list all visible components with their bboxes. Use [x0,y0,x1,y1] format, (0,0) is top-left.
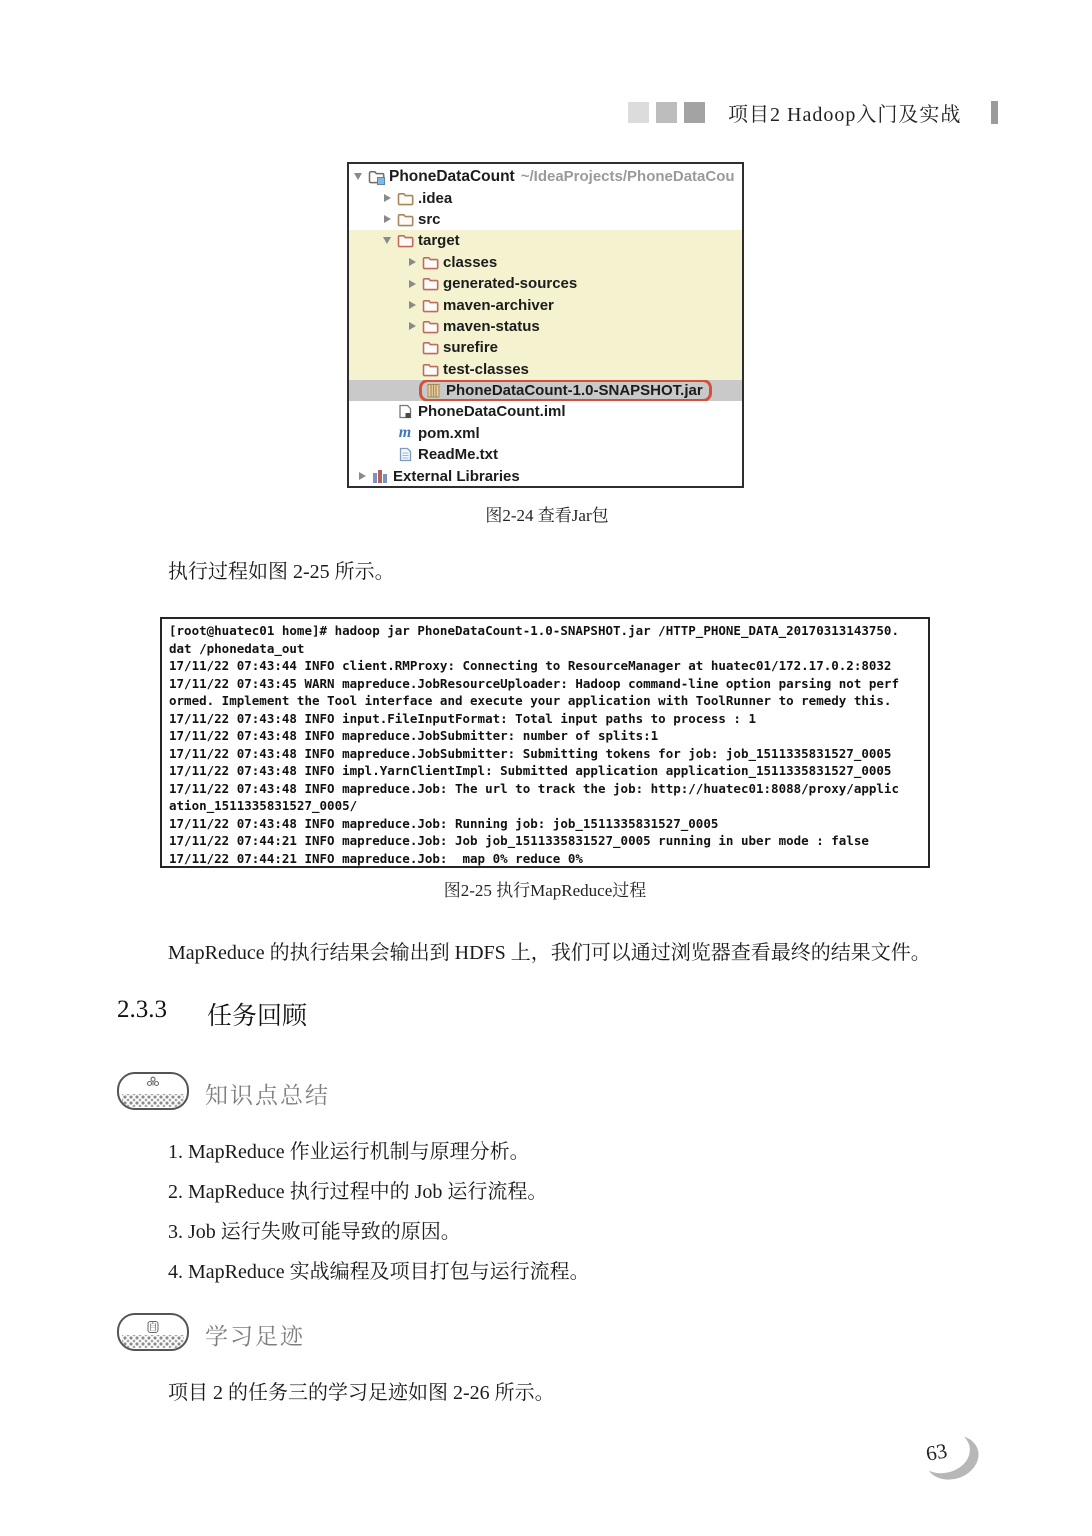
header-square-medium [656,102,677,123]
chevron-right-icon [403,258,421,266]
tree-row [349,337,742,358]
page-number-badge [916,1430,988,1484]
folder-icon [421,297,439,313]
tree-row [349,380,742,401]
tree-root-path: ~/IdeaProjects/PhoneDataCou [520,168,735,186]
list-item: 1. MapReduce 作业运行机制与原理分析。 [168,1141,530,1163]
knowledge-list [168,1132,590,1292]
tree-row [349,316,742,337]
paragraph-exec: 执行过程如图 2-25 所示。 [168,561,395,583]
tree-item-label: External Libraries [393,467,520,485]
tree-item-label: surefire [443,339,499,357]
chapter-title: 项目2 Hadoop入门及实战 [728,103,962,126]
terminal-line: 17/11/22 07:43:48 INFO impl.YarnClientImpl: Submitted application application_1511335831527_0005 [169,763,892,778]
terminal-line: 17/11/22 07:43:48 INFO mapreduce.JobSubmitter: number of splits:1 [169,728,659,743]
knowledge-summary-icon [117,1072,189,1110]
tree-item-label: test-classes [443,360,529,378]
tree-row [349,444,742,465]
terminal-line: 17/11/22 07:43:48 INFO mapreduce.Job: Running job: job_1511335831527_0005 [169,815,719,831]
terminal-line: 17/11/22 07:44:21 INFO mapreduce.Job: Job job_1511335831527_0005 running in uber mode : false [169,833,869,848]
paragraph-footprint: 项目 2 的任务三的学习足迹如图 2-26 所示。 [168,1382,555,1404]
page-header [628,99,998,125]
iml-file-icon [396,404,414,420]
tree-row [349,401,742,422]
tree-row [349,230,742,251]
figure-2-24-caption: 图2-24 查看Jar包 [485,506,609,525]
tree-item-label: pom.xml [418,424,480,442]
tree-row [349,252,742,273]
section-title: 任务回顾 [207,1003,308,1030]
terminal-line: 17/11/22 07:43:48 INFO input.FileInputFormat: Total input paths to process : 1 [169,710,756,726]
tree-item-label: PhoneDataCount.iml [418,403,566,421]
folder-icon [421,318,439,334]
list-item: 3. Job 运行失败可能导致的原因。 [168,1221,461,1243]
tree-root-label: PhoneDataCount [389,167,515,185]
maven-icon: m [398,424,412,442]
chevron-right-icon [378,215,396,223]
floral-pattern [122,1335,184,1348]
terminal-line: 17/11/22 07:43:44 INFO client.RMProxy: Connecting to ResourceManager at huatec01/172.17.0.2:8032 [169,658,892,673]
selection-highlight-box [419,380,712,401]
folder-icon [421,254,439,270]
folder-icon [396,190,414,206]
tree-row-root [349,166,742,187]
tree-item-label: classes [443,253,498,271]
notebook-icon: 自 [148,1322,158,1332]
figure-2-24-project-tree [347,162,744,488]
folder-icon [396,233,414,249]
folder-icon [421,340,439,356]
libraries-icon [371,468,389,484]
chevron-down-icon [378,237,396,244]
folder-icon [421,276,439,292]
tree-rows [349,187,742,486]
page-number: 63 [913,1426,974,1478]
terminal-line: dat /phonedata_out [169,640,305,656]
tree-item-label: generated-sources [443,275,578,293]
chevron-down-icon [349,173,367,180]
chevron-right-icon [403,301,421,309]
section-number: 2.3.3 [117,996,167,1023]
learning-footprint-icon [117,1313,189,1351]
tree-item-label: ReadMe.txt [418,446,499,464]
project-folder-icon [367,169,385,185]
header-square-dark [684,102,705,123]
tree-item-label: src [418,210,441,228]
chevron-right-icon [378,194,396,202]
terminal-line: 17/11/22 07:43:48 INFO mapreduce.Job: The url to track the job: http://huatec01:8088/proxy/applic [169,780,899,796]
tree-item-label: .idea [418,189,453,207]
tree-row [349,294,742,315]
figure-2-25-terminal [160,617,930,868]
folder-icon [421,361,439,377]
paragraph-result: MapReduce 的执行结果会输出到 HDFS 上，我们可以通过浏览器查看最终的结果文件。 [168,942,931,964]
terminal-line: ormed. Implement the Tool interface and execute your application with ToolRunner to remedy this. [169,693,892,708]
section-heading [117,996,307,1032]
tree-item-label: target [418,232,460,250]
tree-row [349,465,742,486]
folder-icon [396,211,414,227]
terminal-line: ation_1511335831527_0005/ [169,798,358,813]
header-square-light [628,102,649,123]
chevron-right-icon [403,322,421,330]
chevron-right-icon [353,472,371,480]
terminal-line: [root@huatec01 home]# hadoop jar PhoneDataCount-1.0-SNAPSHOT.jar /HTTP_PHONE_DATA_20170313143750. [169,623,899,638]
flower-cluster-icon [147,1076,160,1094]
list-item: 4. MapReduce 实战编程及项目打包与运行流程。 [168,1261,590,1283]
tree-row [349,187,742,208]
knowledge-summary-heading: 知识点总结 [205,1083,330,1108]
terminal-line: 17/11/22 07:43:45 WARN mapreduce.JobResourceUploader: Hadoop command-line option parsing not perf [169,675,899,691]
learning-footprint-heading: 学习足迹 [205,1324,305,1349]
figure-2-25-caption: 图2-25 执行MapReduce过程 [443,881,647,900]
terminal-line: 17/11/22 07:44:21 INFO mapreduce.Job: map 0% reduce 0% [169,850,583,866]
tree-row [349,209,742,230]
tree-row [349,273,742,294]
header-bar [991,101,998,124]
terminal-line: 17/11/22 07:43:48 INFO mapreduce.JobSubmitter: Submitting tokens for job: job_1511335831527_0005 [169,745,892,761]
tree-row [349,423,742,444]
tree-item-label: PhoneDataCount-1.0-SNAPSHOT.jar [446,382,703,400]
jar-icon [424,383,442,399]
tree-item-label: maven-archiver [443,296,554,314]
tree-row [349,359,742,380]
text-file-icon [396,447,414,463]
list-item: 2. MapReduce 执行过程中的 Job 运行流程。 [168,1181,548,1203]
chevron-right-icon [403,280,421,288]
tree-item-label: maven-status [443,317,540,335]
floral-pattern [122,1094,184,1107]
